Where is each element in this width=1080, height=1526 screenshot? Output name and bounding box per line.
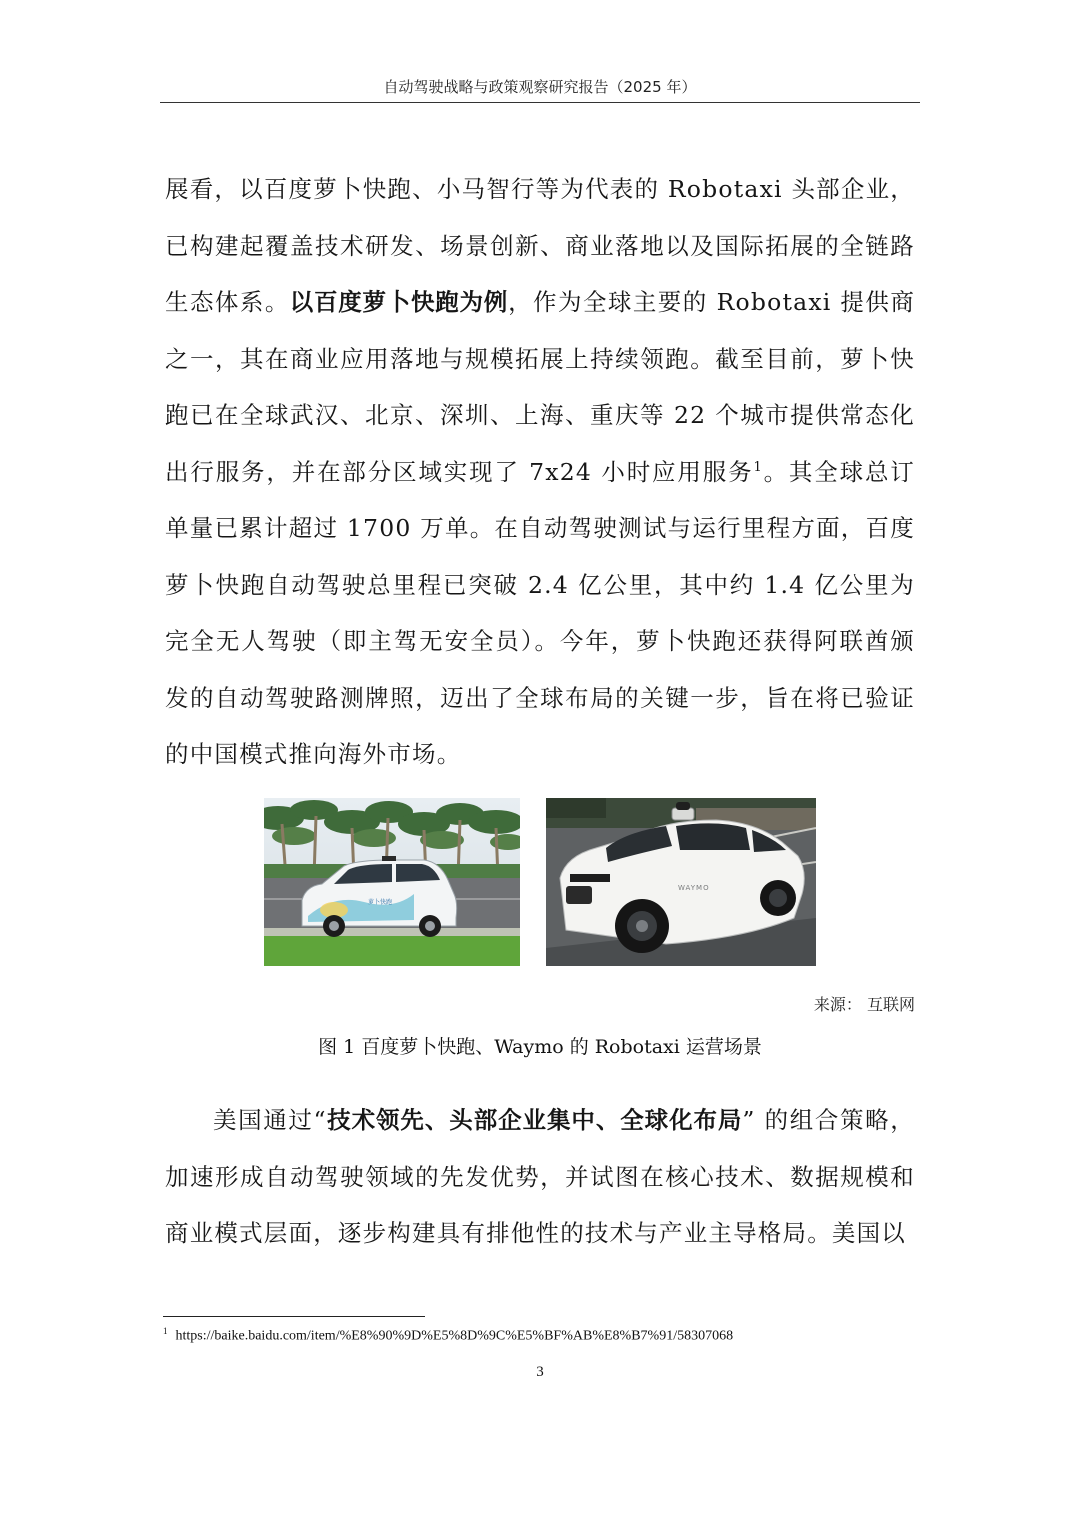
footnote-mark: 1 (163, 1326, 168, 1336)
footnote (163, 1326, 733, 1345)
paragraph-text: 美国通过“ (213, 1106, 327, 1134)
paragraph-text: ” 的组合策略，加速形成自动驾驶领域的先发优势，并试图在核心技术、数据规模和商业模式层面，逐步构建具有排他性的技术与产业主导格局。美国以 (165, 1106, 916, 1247)
header-divider (160, 102, 920, 103)
figure-caption: 图 1 百度萝卜快跑、Waymo 的 Robotaxi 运营场景 (318, 1036, 762, 1058)
running-header: 自动驾驶战略与政策观察研究报告（2025 年） (383, 78, 697, 96)
car-livery-text: 萝卜快跑 (368, 899, 393, 906)
footnote-divider (163, 1316, 425, 1317)
figure-source: 来源： 互联网 (813, 995, 915, 1014)
paragraph-text: 展看，以百度萝卜快跑、小马智行等为代表的 Robotaxi 头部企业，已构建起覆盖技术研发、场景创新、商业落地以及国际拓展的全链路生态体系。 (165, 175, 915, 316)
footnote-reference[interactable]: 1 (753, 459, 763, 475)
emphasis-text: 技术领先、头部企业集中、全球化布局 (326, 1106, 743, 1134)
car-brand-text: WAYMO (678, 884, 710, 892)
page-number: 3 (536, 1364, 544, 1380)
paragraph-text: ，作为全球主要的 Robotaxi 提供商之一，其在商业应用落地与规模拓展上持续领跑。截至目前，萝卜快跑已在全球武汉、北京、深圳、上海、重庆等 22 个城市提供常态化出行服务，并在部分区域实现了 7x24 小时应用服务 (165, 288, 916, 486)
footnote-link[interactable]: https://baike.baidu.com/item/%E8%90%9D%E5%8D%9C%E5%BF%AB%E8%B7%91/58307068 (175, 1328, 734, 1344)
apollo-go-robotaxi-photo (264, 798, 520, 966)
emphasis-text: 以百度萝卜快跑为例 (289, 288, 509, 316)
paragraph-text: 。其全球总订单量已累计超过 1700 万单。在自动驾驶测试与运行里程方面，百度萝卜快跑自动驾驶总里程已突破 2.4 亿公里，其中约 1.4 亿公里为完全无人驾驶（即主驾无安全员）。今年，萝卜快跑还获得阿联酋颁发的自动驾驶路测牌照，迈出了全球布局的关键一步，旨在将已验证的中国模式推向海外市场。 (165, 457, 916, 768)
body-paragraph-2 (165, 1092, 915, 1262)
body-paragraph-1 (165, 161, 915, 783)
waymo-robotaxi-photo (546, 798, 816, 966)
